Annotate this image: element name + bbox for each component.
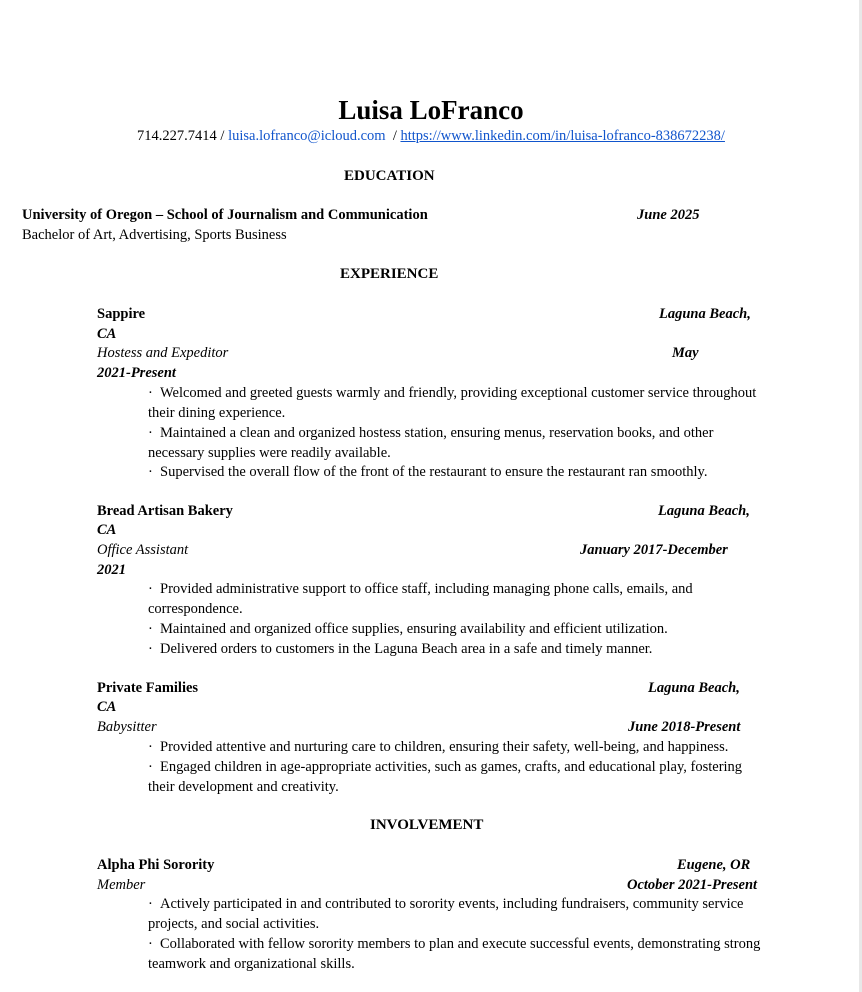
involvement-org: Alpha Phi Sorority — [97, 857, 215, 873]
separator: / — [216, 128, 229, 144]
degree: Bachelor of Art, Advertising, Sports Business — [22, 227, 287, 243]
education-heading: EDUCATION — [344, 168, 435, 184]
school-name: University of Oregon – School of Journalism and Communication — [22, 207, 428, 223]
bullet-item: · Provided administrative support to office staff, including managing phone calls, emails, and correspondence. — [148, 581, 693, 617]
linkedin-link[interactable]: https://www.linkedin.com/in/luisa-lofranco-838672238/ — [400, 128, 725, 144]
job-role: Office Assistant — [97, 542, 189, 558]
job-location-cont: CA — [97, 326, 117, 342]
bullet-item: · Provided attentive and nurturing care to children, ensuring their safety, well-being, and happiness. — [148, 739, 729, 755]
job-org: Private Families — [97, 680, 199, 696]
involvement-location: Eugene, OR — [677, 857, 751, 873]
bullet-item: · Engaged children in age-appropriate activities, such as games, crafts, and educational play, fostering their development and creativity. — [148, 759, 743, 795]
job-date: January 2017-December — [580, 542, 728, 558]
resume-name: Luisa LoFranco — [338, 95, 524, 125]
job-location: Laguna Beach, — [659, 306, 751, 322]
experience-heading: EXPERIENCE — [340, 266, 439, 282]
bullet-item: · Delivered orders to customers in the Laguna Beach area in a safe and timely manner. — [148, 641, 653, 657]
job-location: Laguna Beach, — [658, 503, 750, 519]
separator: / — [385, 128, 401, 144]
job-date: May — [672, 345, 699, 361]
job-date-cont: 2021-Present — [97, 365, 176, 381]
bullet-item: · Collaborated with fellow sorority members to plan and execute successful events, demonstrating strong teamwork and organizational skills. — [148, 936, 761, 972]
phone-number: 714.227.7414 — [137, 128, 217, 144]
bullet-item: · Maintained a clean and organized hostess station, ensuring menus, reservation books, and other necessary supplies were readily available. — [148, 425, 714, 461]
job-location-cont: CA — [97, 522, 117, 538]
bullet-item: · Supervised the overall flow of the front of the restaurant to ensure the restaurant ran smoothly. — [148, 464, 708, 480]
email-link[interactable]: luisa.lofranco@icloud.com — [228, 128, 386, 144]
involvement-heading: INVOLVEMENT — [370, 817, 484, 833]
bullet-item: · Maintained and organized office supplies, ensuring availability and efficient utilization. — [148, 621, 668, 637]
job-location-cont: CA — [97, 699, 117, 715]
bullet-item: · Welcomed and greeted guests warmly and friendly, providing exceptional customer service throughout their dining experience. — [148, 385, 757, 421]
involvement-date: October 2021-Present — [627, 877, 758, 893]
contact-line — [0, 127, 862, 147]
job-org: Bread Artisan Bakery — [97, 503, 233, 519]
involvement-role: Member — [97, 877, 146, 893]
job-location: Laguna Beach, — [648, 680, 740, 696]
bullet-item: · Actively participated in and contributed to sorority events, including fundraisers, community service projects, and social activities. — [148, 896, 744, 932]
job-date: June 2018-Present — [628, 719, 741, 735]
job-date-cont: 2021 — [97, 562, 126, 578]
job-org: Sappire — [97, 306, 146, 322]
graduation-date: June 2025 — [637, 207, 700, 223]
job-role: Hostess and Expeditor — [97, 345, 229, 361]
job-role: Babysitter — [97, 719, 157, 735]
